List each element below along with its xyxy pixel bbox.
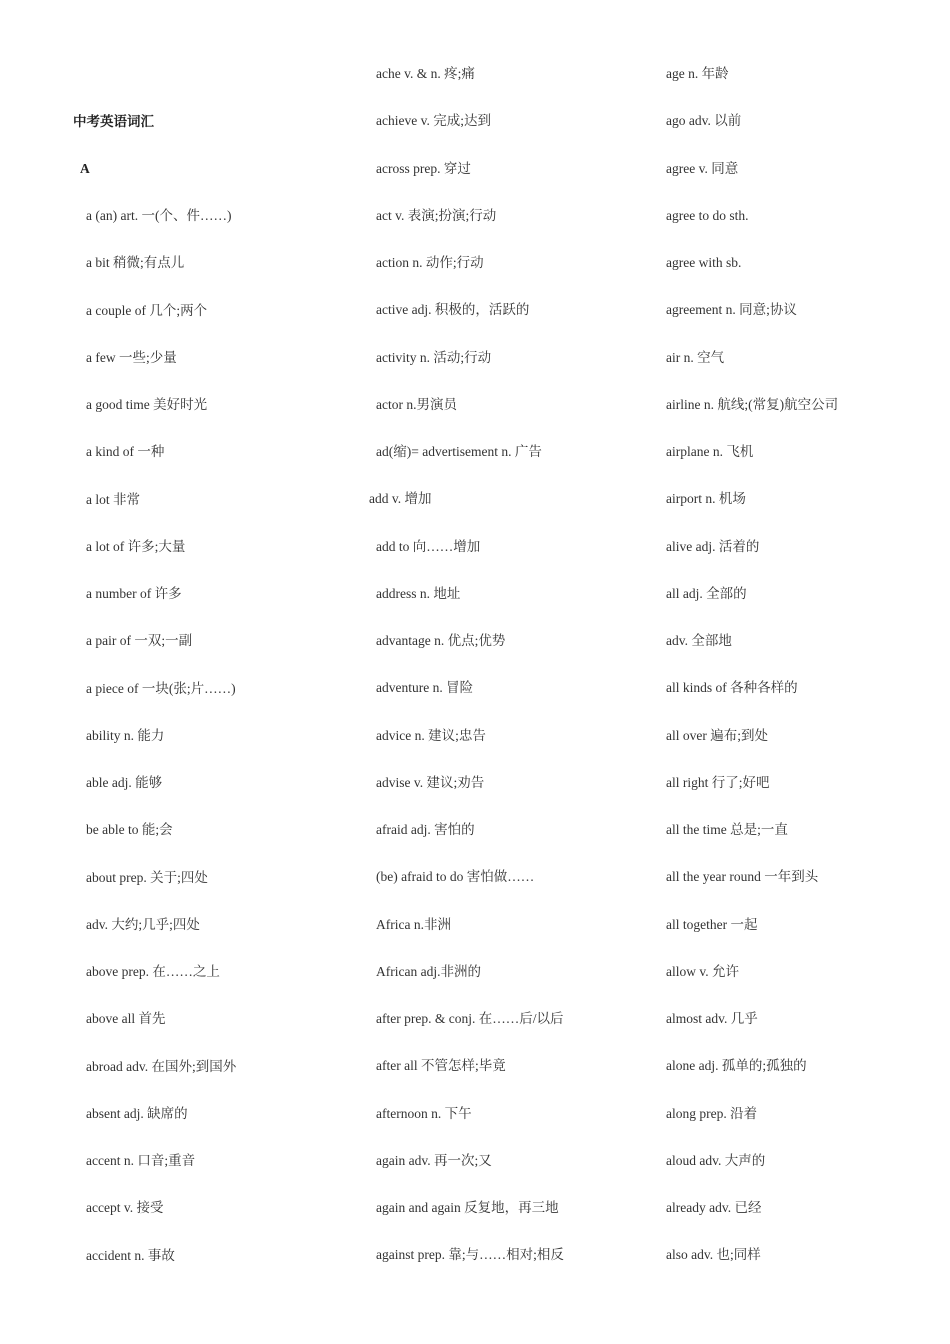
vocab-entry: active adj. 积极的，活跃的 <box>376 302 530 317</box>
vocab-entry: address n. 地址 <box>376 586 461 601</box>
vocab-entry: across prep. 穿过 <box>376 161 471 176</box>
vocab-entry: a few 一些;少量 <box>86 350 177 365</box>
vocab-entry: achieve v. 完成;达到 <box>376 113 491 128</box>
vocab-entry: against prep. 靠;与……相对;相反 <box>376 1247 564 1262</box>
vocab-entry: abroad adv. 在国外;到国外 <box>86 1059 237 1074</box>
vocab-entry: airport n. 机场 <box>666 491 746 506</box>
vocab-entry: all the year round 一年到头 <box>666 869 819 884</box>
vocab-entry: again and again 反复地，再三地 <box>376 1200 559 1215</box>
vocab-entry: also adv. 也;同样 <box>666 1247 761 1262</box>
vocab-entry: a (an) art. 一(个、件……) <box>86 208 232 223</box>
vocab-entry: all the time 总是;一直 <box>666 822 788 837</box>
vocab-entry: afraid adj. 害怕的 <box>376 822 475 837</box>
vocab-entry: above prep. 在……之上 <box>86 964 220 979</box>
vocab-entry: a pair of 一双;一副 <box>86 633 193 648</box>
vocab-entry: (be) afraid to do 害怕做…… <box>376 869 535 884</box>
vocab-entry: ad(缩)= advertisement n. 广告 <box>376 444 542 459</box>
vocab-entry: action n. 动作;行动 <box>376 255 484 270</box>
vocab-entry: a good time 美好时光 <box>86 397 208 412</box>
vocab-entry: agree to do sth. <box>666 208 749 223</box>
vocab-entry: ache v. & n. 疼;痛 <box>376 66 475 81</box>
vocab-entry: a bit 稍微;有点儿 <box>86 255 185 270</box>
vocab-entry: agree with sb. <box>666 255 742 270</box>
vocab-entry: agree v. 同意 <box>666 161 739 176</box>
vocab-entry: allow v. 允许 <box>666 964 739 979</box>
vocab-entry: a piece of 一块(张;片……) <box>86 681 236 696</box>
vocab-entry: adv. 大约;几乎;四处 <box>86 917 200 932</box>
vocab-entry: ago adv. 以前 <box>666 113 742 128</box>
vocab-entry: alive adj. 活着的 <box>666 539 760 554</box>
vocab-entry: be able to 能;会 <box>86 822 173 837</box>
vocab-entry: advise v. 建议;劝告 <box>376 775 485 790</box>
vocab-entry: absent adj. 缺席的 <box>86 1106 188 1121</box>
vocab-entry: able adj. 能够 <box>86 775 163 790</box>
vocab-entry: add to 向……增加 <box>376 539 481 554</box>
vocab-entry: a lot 非常 <box>86 492 140 507</box>
vocab-entry: advice n. 建议;忠告 <box>376 728 486 743</box>
vocab-entry: African adj.非洲的 <box>376 964 481 979</box>
vocab-entry: advantage n. 优点;优势 <box>376 633 506 648</box>
vocab-entry: airplane n. 飞机 <box>666 444 754 459</box>
vocab-entry: all right 行了;好吧 <box>666 775 770 790</box>
vocab-entry: adventure n. 冒险 <box>376 680 474 695</box>
vocab-entry: accident n. 事故 <box>86 1248 175 1263</box>
vocab-entry: after prep. & conj. 在……后/以后 <box>376 1011 564 1026</box>
vocab-entry: a number of 许多 <box>86 586 182 601</box>
vocab-entry: air n. 空气 <box>666 350 725 365</box>
vocab-entry: age n. 年龄 <box>666 66 729 81</box>
vocab-entry: accept v. 接受 <box>86 1200 164 1215</box>
vocab-entry: a couple of 几个;两个 <box>86 303 208 318</box>
vocab-entry: airline n. 航线;(常复)航空公司 <box>666 397 839 412</box>
vocab-entry: Africa n.非洲 <box>376 917 451 932</box>
vocab-entry: alone adj. 孤单的;孤独的 <box>666 1058 807 1073</box>
vocab-entry: agreement n. 同意;协议 <box>666 302 797 317</box>
vocab-entry: all together 一起 <box>666 917 758 932</box>
vocab-entry: add v. 增加 <box>369 491 432 506</box>
vocab-entry: ability n. 能力 <box>86 728 165 743</box>
vocab-entry: act v. 表演;扮演;行动 <box>376 208 497 223</box>
vocab-entry: afternoon n. 下午 <box>376 1106 472 1121</box>
vocab-entry: a lot of 许多;大量 <box>86 539 186 554</box>
vocab-entry: all over 遍布;到处 <box>666 728 768 743</box>
vocab-entry: above all 首先 <box>86 1011 166 1026</box>
vocab-entry: activity n. 活动;行动 <box>376 350 492 365</box>
vocab-entry: again adv. 再一次;又 <box>376 1153 492 1168</box>
vocab-entry: after all 不管怎样;毕竟 <box>376 1058 506 1073</box>
vocab-entry: accent n. 口音;重音 <box>86 1153 196 1168</box>
vocab-entry: aloud adv. 大声的 <box>666 1153 766 1168</box>
vocab-entry: a kind of 一种 <box>86 444 165 459</box>
section-letter: A <box>80 161 90 176</box>
vocab-entry: all kinds of 各种各样的 <box>666 680 798 695</box>
vocab-entry: about prep. 关于;四处 <box>86 870 208 885</box>
vocab-entry: almost adv. 几乎 <box>666 1011 758 1026</box>
vocab-entry: already adv. 已经 <box>666 1200 762 1215</box>
vocab-entry: actor n.男演员 <box>376 397 457 412</box>
vocab-entry: all adj. 全部的 <box>666 586 747 601</box>
document-title: 中考英语词汇 <box>73 114 154 129</box>
vocab-entry: along prep. 沿着 <box>666 1106 758 1121</box>
vocab-entry: adv. 全部地 <box>666 633 732 648</box>
